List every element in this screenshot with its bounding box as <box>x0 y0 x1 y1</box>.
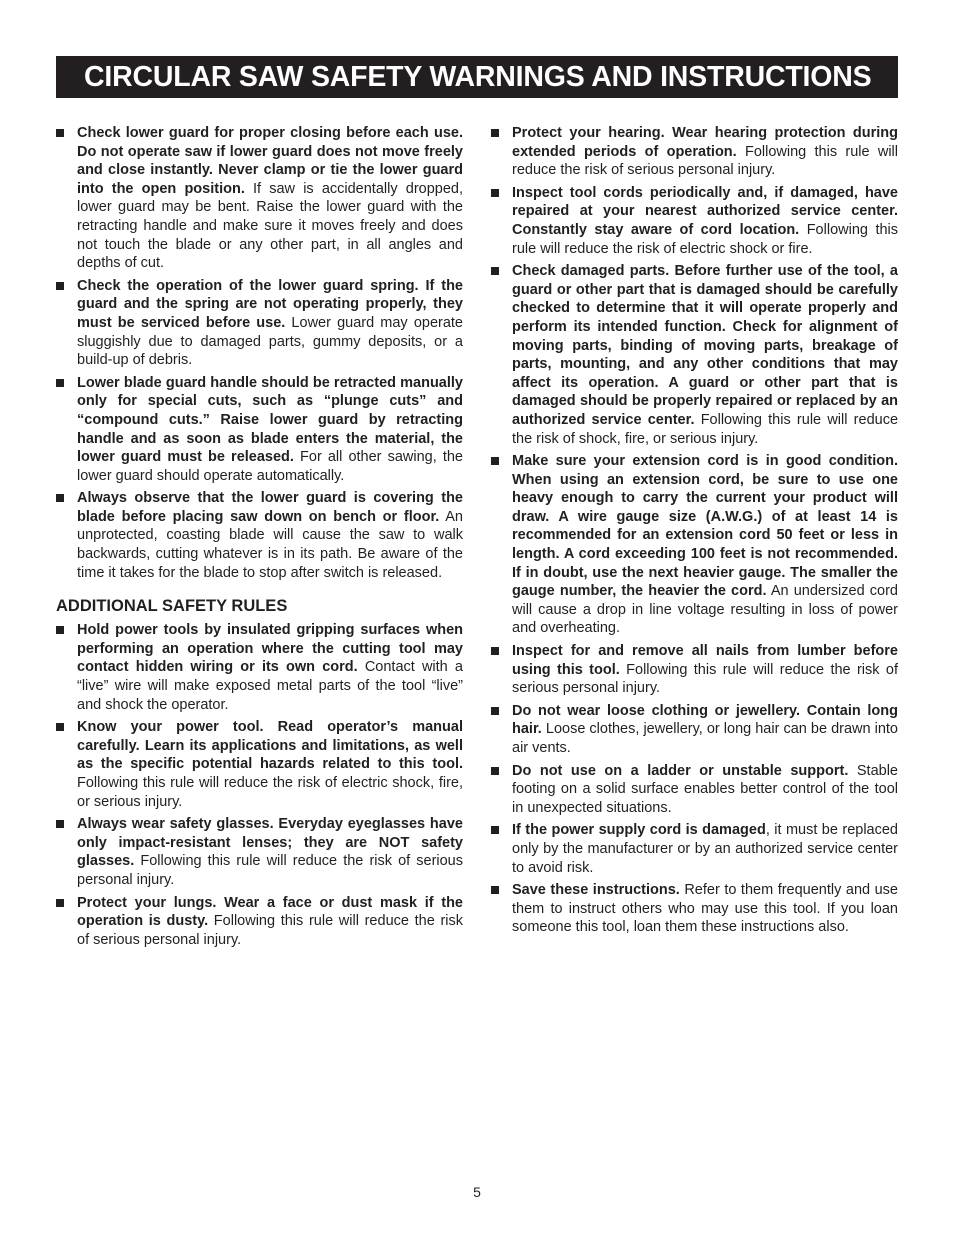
rule-body-text: Following this rule will reduce the risk of serious personal injury. <box>77 853 463 888</box>
rule-body-text: For all other sawing, the lower guard should operate automatically. <box>77 449 463 484</box>
square-bullet-icon <box>56 379 64 387</box>
safety-rule-item <box>56 374 463 486</box>
square-bullet-icon <box>491 707 499 715</box>
square-bullet-icon <box>56 494 64 502</box>
rule-bold-text: Do not wear loose clothing or jewellery. Contain long hair. <box>512 702 898 738</box>
rule-body-text: If saw is accidentally dropped, lower guard may be bent. Raise the lower guard with the retracting handle and make sure it moves freely and does not touch the blade or any other part, in all angles and depths of cut. <box>77 180 463 272</box>
square-bullet-icon <box>491 189 499 197</box>
rule-body-text: Following this rule will reduce the risk of serious personal injury. <box>77 913 463 948</box>
rule-bold-text: Check the operation of the lower guard spring. If the guard and the spring are not operating properly, they must be serviced before use. <box>77 277 463 331</box>
safety-rule-item <box>491 642 898 698</box>
rule-body-text: Following this rule will reduce the risk of serious personal injury. <box>512 143 898 179</box>
safety-rule-item <box>56 621 463 714</box>
title-banner <box>56 56 898 98</box>
rule-bold-text: Hold power tools by insulated gripping surfaces when performing an operation where the cutting tool may contact hidden wiring or its own cord. <box>77 622 463 676</box>
page-number: 5 <box>473 1184 481 1200</box>
safety-rule-item <box>491 184 898 258</box>
rule-bold-text: Always wear safety glasses. Everyday eyeglasses have only impact-resistant lenses; they are NOT safety glasses. <box>77 816 463 870</box>
safety-rule-item <box>491 262 898 448</box>
rule-body-text: An undersized cord will cause a drop in line voltage resulting in loss of power and overheating. <box>512 583 898 637</box>
rule-body-text: Stable footing on a solid surface enables better control of the tool in unexpected situations. <box>512 762 898 816</box>
rule-body-text: Lower guard may operate sluggishly due to damaged parts, gummy deposits, or a build-up of debris. <box>77 314 463 369</box>
safety-rule-item <box>56 815 463 889</box>
rule-bold-text: Save these instructions. <box>512 882 680 899</box>
rule-bold-text: Protect your hearing. Wear hearing protection during extended periods of operation. <box>512 125 898 160</box>
safety-rule-item <box>56 718 463 811</box>
safety-rule-item <box>491 702 898 758</box>
rule-bold-text: Check damaged parts. Before further use of the tool, a guard or other part that is damaged should be carefully checked to determine that it will operate properly and perform its intended function. Check for alignment of moving parts, binding of moving parts, breakage of parts, mounting, and any other conditions that may affect its operation. A guard or other part that is damaged should be properly repaired or replaced by an authorized service center. <box>512 263 898 428</box>
square-bullet-icon <box>491 647 499 655</box>
rule-body-text: Contact with a “live” wire will make exposed metal parts of the tool “live” and shock the operator. <box>77 659 463 713</box>
square-bullet-icon <box>491 886 499 894</box>
square-bullet-icon <box>491 129 499 137</box>
square-bullet-icon <box>56 129 64 137</box>
square-bullet-icon <box>56 723 64 731</box>
right-column <box>491 124 898 941</box>
rule-body-text: Loose clothes, jewellery, or long hair can be drawn into air vents. <box>512 721 898 756</box>
safety-rule-item <box>491 762 898 818</box>
safety-rule-item <box>491 124 898 180</box>
left-column <box>56 124 463 953</box>
square-bullet-icon <box>491 826 499 834</box>
rule-body-text: , it must be replaced only by the manufacturer or by an authorized service center to avoid risk. <box>512 822 898 876</box>
section-heading: ADDITIONAL SAFETY RULES <box>56 597 288 616</box>
page-title: CIRCULAR SAW SAFETY WARNINGS AND INSTRUCTIONS <box>84 60 872 93</box>
rule-bold-text: Lower blade guard handle should be retracted manually only for special cuts, such as “plunge cuts” and “compound cuts.” Raise lower guard by retracting handle and as soon as blade enters the material, the lower guard must be released. <box>77 374 463 466</box>
rule-bold-text: Check lower guard for proper closing before each use. Do not operate saw if lower guard does not move freely and close instantly. Never clamp or tie the lower guard into the open position. <box>77 125 463 197</box>
rule-body-text: An unprotected, coasting blade will cause the saw to walk backwards, cutting whatever is in its path. Be aware of the time it takes for the blade to stop after switch is released. <box>77 508 463 581</box>
safety-rule-item <box>491 821 898 877</box>
rule-bold-text: Make sure your extension cord is in good condition. When using an extension cord, be sure to use one heavy enough to carry the current your product will draw. A wire gauge size (A.W.G.) of at least 14 is recommended for an extension cord 50 feet or less in length. A cord exceeding 100 feet is not recommended. If in doubt, use the next heavier gauge. The smaller the gauge number, the heavier the cord. <box>512 453 898 600</box>
square-bullet-icon <box>56 282 64 290</box>
safety-rule-item <box>56 489 463 582</box>
square-bullet-icon <box>491 457 499 465</box>
safety-rule-item <box>56 277 463 370</box>
rule-bold-text: Know your power tool. Read operator’s manual carefully. Learn its applications and limitations, as well as the specific potential hazards related to this tool. <box>77 719 463 773</box>
safety-rule-item <box>491 452 898 638</box>
square-bullet-icon <box>491 267 499 275</box>
rule-body-text: Following this rule will reduce the risk of electric shock, fire, or serious injury. <box>77 775 463 810</box>
safety-rule-item <box>56 124 463 273</box>
rule-bold-text: Do not use on a ladder or unstable support. <box>512 762 849 779</box>
square-bullet-icon <box>56 899 64 907</box>
square-bullet-icon <box>491 767 499 775</box>
safety-rule-item <box>491 881 898 937</box>
rule-bold-text: If the power supply cord is damaged <box>512 822 766 839</box>
square-bullet-icon <box>56 626 64 634</box>
rule-body-text: Following this rule will reduce the risk of serious personal injury. <box>512 661 898 697</box>
rule-bold-text: Protect your lungs. Wear a face or dust mask if the operation is dusty. <box>77 894 463 930</box>
rule-body-text: Refer to them frequently and use them to instruct others who may use this tool. If you loan someone this tool, loan them these instructions also. <box>512 882 898 936</box>
rule-body-text: Following this rule will reduce the risk of electric shock or fire. <box>512 221 899 257</box>
rule-body-text: Following this rule will reduce the risk of shock, fire, or serious injury. <box>512 411 899 447</box>
rule-bold-text: Inspect tool cords periodically and, if damaged, have repaired at your nearest authorized service center. Constantly stay aware of cord location. <box>512 184 898 238</box>
rule-bold-text: Inspect for and remove all nails from lumber before using this tool. <box>512 643 898 678</box>
square-bullet-icon <box>56 820 64 828</box>
rule-bold-text: Always observe that the lower guard is covering the blade before placing saw down on bench or floor. <box>77 490 463 525</box>
safety-rule-item <box>56 894 463 950</box>
